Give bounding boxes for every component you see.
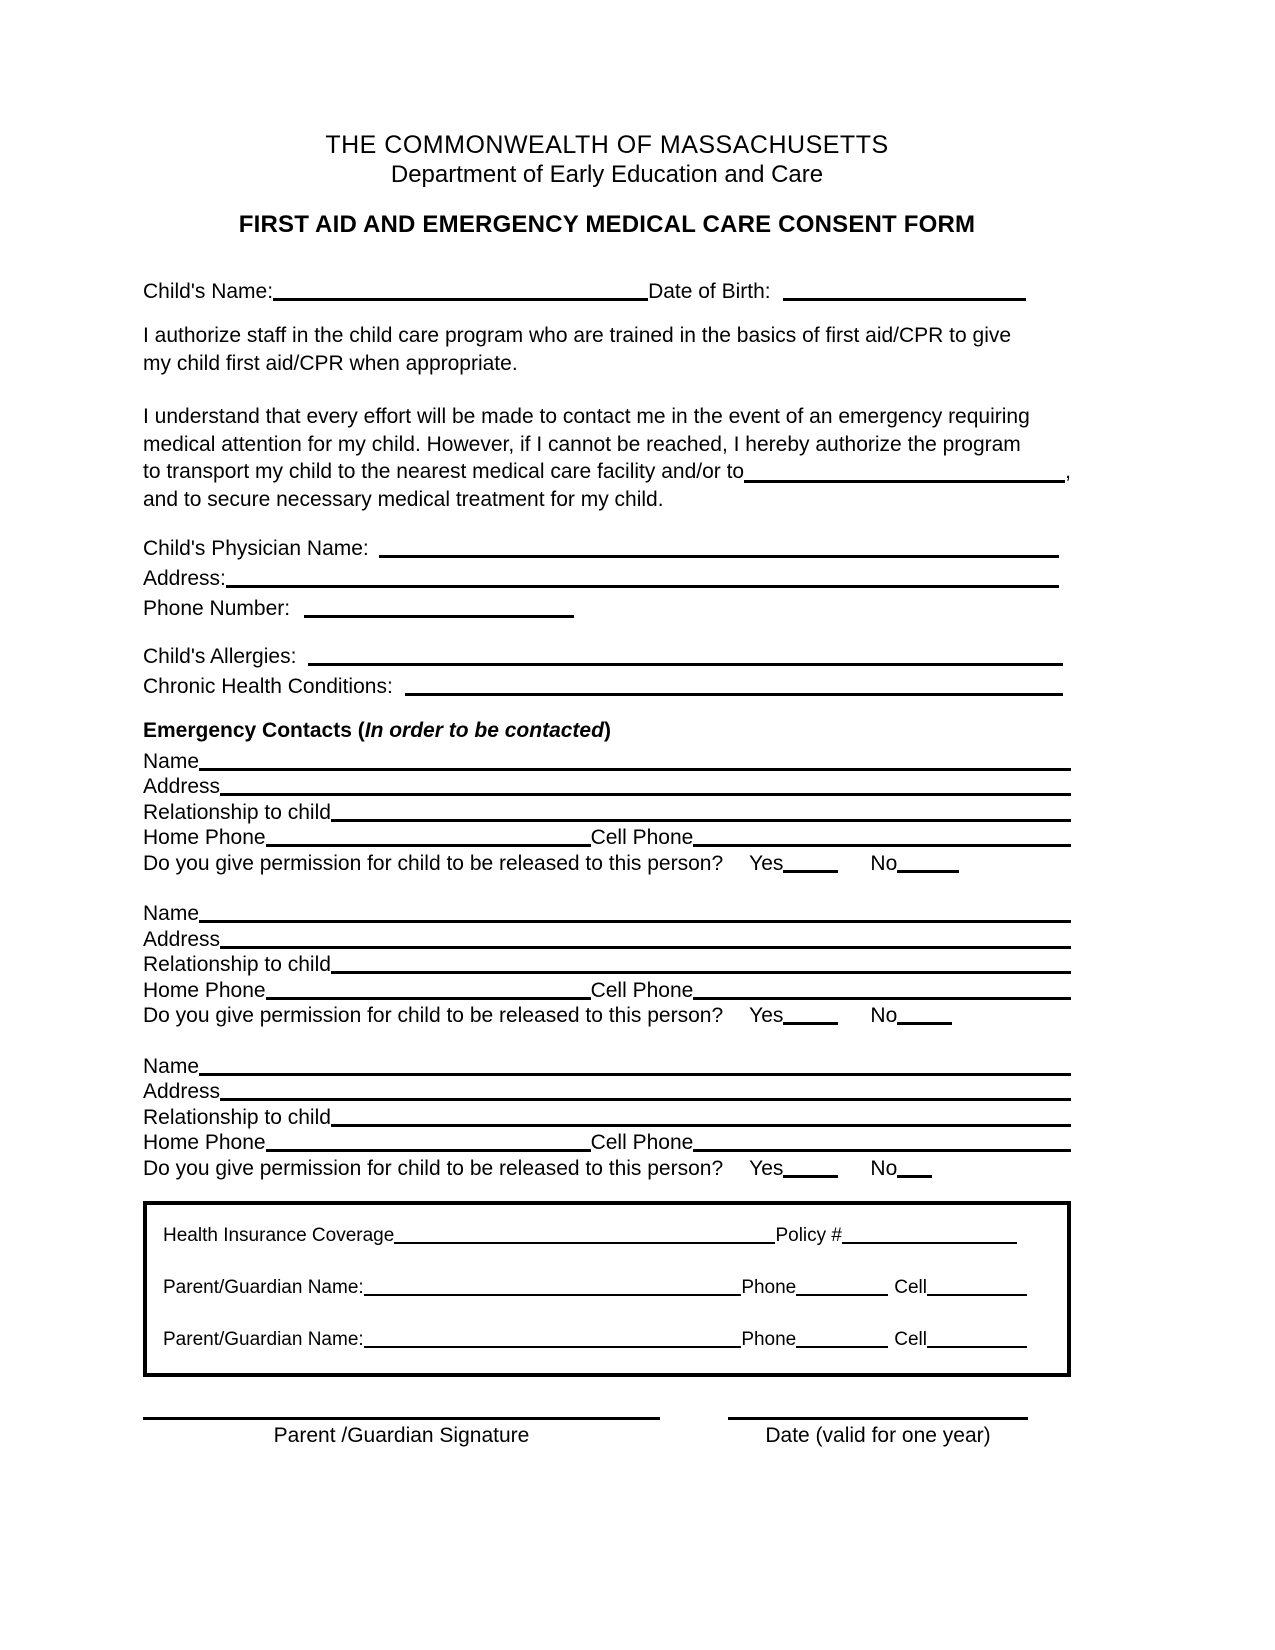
org-title: THE COMMONWEALTH OF MASSACHUSETTS (325, 131, 889, 159)
insurance-coverage-row (163, 1221, 1051, 1247)
signature-section (143, 1417, 1071, 1448)
allergies-row (143, 639, 1071, 669)
yes-blank (783, 1174, 838, 1178)
allergies-label: Child's Allergies: (143, 645, 297, 668)
parent1-row: Parent/Guardian Name: Phone Cell (163, 1273, 1051, 1299)
physician-address-blank (226, 584, 1059, 588)
parent2-name-blank (364, 1345, 742, 1348)
contact-name-row: Name (143, 901, 1071, 927)
no-blank (897, 869, 959, 873)
parent2-phone-blank (796, 1345, 888, 1348)
dob-blank (783, 297, 1026, 301)
dept-title: Department of Early Education and Care (390, 161, 824, 188)
policy-blank (842, 1241, 1017, 1244)
contact-relationship-blank (331, 818, 1071, 822)
signature-label: Parent /Guardian Signature (273, 1423, 530, 1447)
contact-name-blank (199, 919, 1071, 923)
parent2-label: Parent/Guardian Name: (163, 1328, 364, 1350)
child-identity-row (143, 276, 1071, 304)
parent1-name-blank (364, 1293, 742, 1296)
emergency-contacts-heading: Emergency Contacts (In order to be contacted) (143, 719, 611, 742)
contact-relationship-blank (331, 1123, 1071, 1127)
contact-address-blank (220, 1097, 1071, 1101)
understand-paragraph: I understand that every effort will be made to contact me in the event of an emergency requiring medical attention for my child. However, if I cannot be reached, I hereby authorize the program to transport my child to the nearest medical care facility and/or to , and to secure necessary medical treatment for my child. (143, 405, 1071, 511)
form-title: FIRST AID AND EMERGENCY MEDICAL CARE CONSENT FORM (238, 211, 976, 238)
contact-block-3 (143, 1053, 1071, 1181)
home-phone-blank (266, 1148, 591, 1152)
parent2-row: Parent/Guardian Name: Phone Cell (163, 1325, 1051, 1351)
child-name-blank (273, 297, 648, 301)
contact-permission-row: Do you give permission for child to be released to this person? Yes No (143, 1155, 1071, 1181)
dob-label: Date of Birth: (648, 280, 771, 303)
parent1-phone-blank (796, 1293, 888, 1296)
parent1-cell-blank (927, 1293, 1027, 1296)
physician-name-label: Child's Physician Name: (143, 537, 369, 560)
contact-permission-row: Do you give permission for child to be released to this person? Yes No (143, 850, 1071, 876)
physician-phone-label: Phone Number: (143, 597, 291, 620)
cell-phone-blank (693, 843, 1071, 847)
contact-name-row: Name (143, 748, 1071, 774)
cell-phone-blank (693, 1148, 1071, 1152)
contact-address-blank (220, 792, 1071, 796)
yes-blank (783, 869, 838, 873)
contact-relationship-blank (331, 970, 1071, 974)
contact-name-row: Name (143, 1053, 1071, 1079)
chronic-label: Chronic Health Conditions: (143, 675, 393, 698)
date-column (728, 1417, 1028, 1448)
insurance-box (143, 1201, 1071, 1377)
contact-block-1 (143, 748, 1071, 876)
physician-address-label: Address: (143, 567, 226, 590)
facility-blank (744, 479, 1065, 483)
parent1-label: Parent/Guardian Name: (163, 1276, 364, 1298)
authorize-paragraph: I authorize staff in the child care program who are trained in the basics of first aid/CPR to give my child first aid/CPR when appropriate. (143, 324, 1012, 375)
contact-name-blank (199, 767, 1071, 771)
physician-phone-blank (304, 614, 574, 618)
no-blank (897, 1174, 932, 1178)
home-phone-blank (266, 996, 591, 1000)
parent2-cell-blank (927, 1345, 1027, 1348)
chronic-blank (405, 692, 1063, 696)
allergies-blank (308, 662, 1063, 666)
contact-address-blank (220, 945, 1071, 949)
contact-address-row: Address (143, 926, 1071, 952)
contact-address-row: Address (143, 774, 1071, 800)
home-phone-blank (266, 843, 591, 847)
physician-name-row (143, 531, 1071, 561)
contact-phones-row: Home Phone Cell Phone (143, 977, 1071, 1003)
chronic-row (143, 669, 1071, 699)
transport-text: to transport my child to the nearest medical care facility and/or to (143, 460, 745, 483)
coverage-blank (394, 1241, 775, 1244)
no-blank (897, 1021, 952, 1025)
contact-address-row: Address (143, 1079, 1071, 1105)
contact-permission-row: Do you give permission for child to be released to this person? Yes No (143, 1003, 1071, 1029)
contact-relationship-row: Relationship to child (143, 799, 1071, 825)
contact-name-blank (199, 1072, 1071, 1076)
contact-block-2 (143, 901, 1071, 1029)
contact-relationship-row: Relationship to child (143, 1104, 1071, 1130)
date-label: Date (valid for one year) (765, 1423, 991, 1447)
physician-name-blank (379, 554, 1059, 558)
physician-address-row (143, 561, 1071, 591)
child-name-label: Child's Name: (143, 280, 274, 303)
contact-phones-row: Home Phone Cell Phone (143, 825, 1071, 851)
contact-phones-row: Home Phone Cell Phone (143, 1130, 1071, 1156)
signature-column (143, 1417, 660, 1448)
coverage-label: Health Insurance Coverage (163, 1224, 395, 1246)
yes-blank (783, 1021, 838, 1025)
policy-label: Policy # (775, 1224, 842, 1246)
physician-phone-row (143, 591, 1071, 621)
cell-phone-blank (693, 996, 1071, 1000)
contact-relationship-row: Relationship to child (143, 952, 1071, 978)
